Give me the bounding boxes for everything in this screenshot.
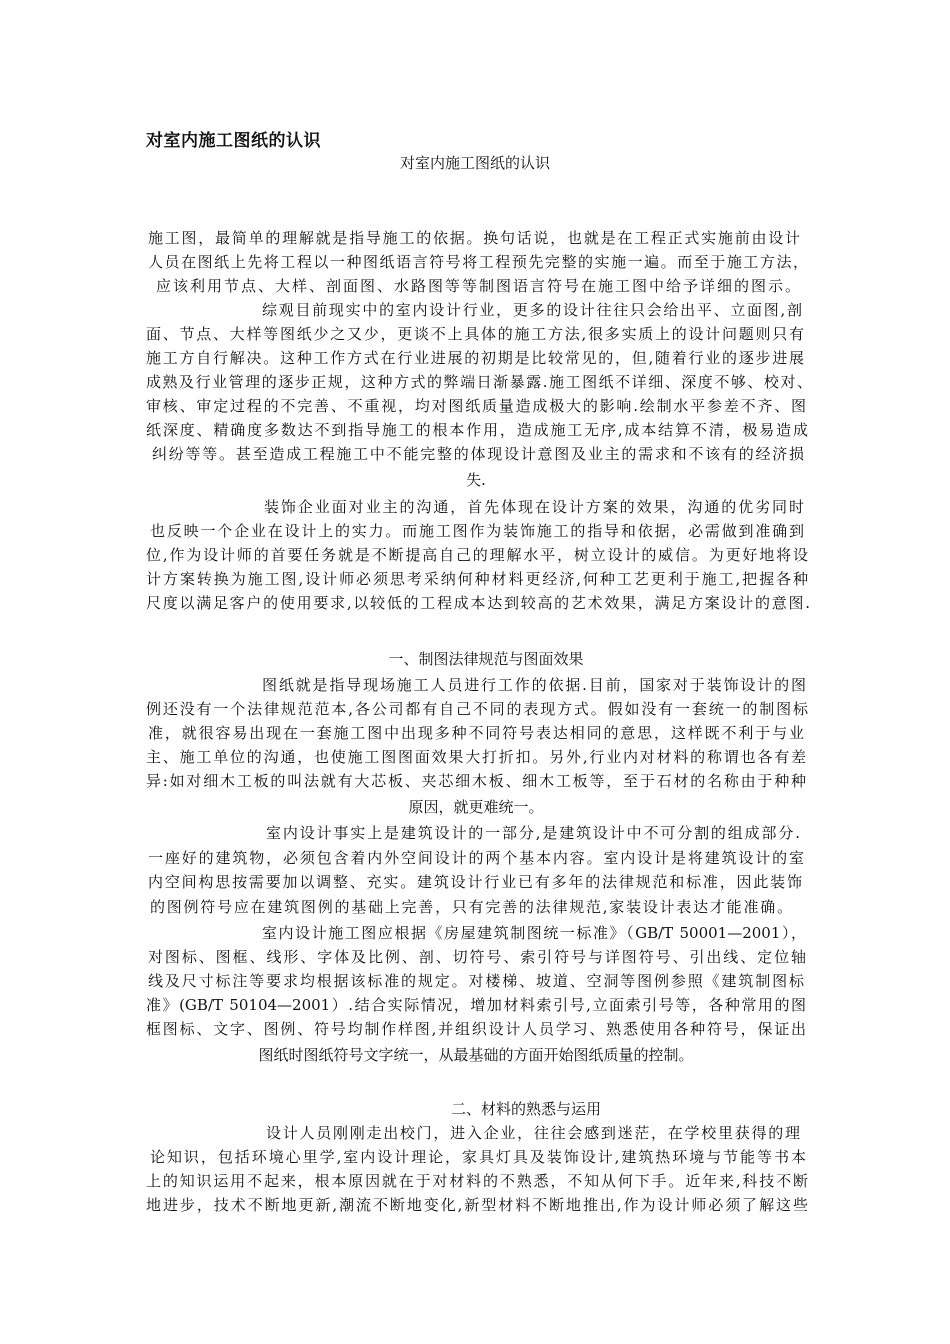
paragraph-line: 准，就很容易出现在一套施工图中出现多种不同符号表达相同的意思，这样既不利于与业 [148, 724, 804, 742]
document-title: 对室内施工图纸的认识 [146, 131, 321, 151]
paragraph-line: 对图标、图框、线形、字体及比例、剖、切符号、索引符号与详图符号、引出线、定位轴 [148, 948, 806, 966]
paragraph-line: 异:如对细木工板的叫法就有大芯板、夹芯细木板、细木工板等，至于石材的名称由于种种 [146, 772, 806, 790]
paragraph-line: 纠纷等等。甚至造成工程施工中不能完整的体现设计意图及业主的需求和不该有的经济损 [152, 445, 804, 463]
document-subtitle: 对室内施工图纸的认识 [399, 154, 550, 172]
paragraph-line: 成熟及行业管理的逐步正规，这种方式的弊端日渐暴露.施工图纸不详细、深度不够、校对、 [146, 373, 812, 391]
paragraph-line: 纸深度、精确度多数达不到指导施工的根本作用，造成施工无序,成本结算不清，极易造成 [146, 421, 808, 439]
paragraph-line: 设计人员刚刚走出校门，进入企业，往往会感到迷茫，在学校里获得的理 [266, 1124, 800, 1142]
paragraph-line: 室内设计施工图应根据《房屋建筑制图统一标准》（GB/T 50001—2001）， [262, 924, 806, 942]
paragraph-line: 内空间构思按需要加以调整、充实。建筑设计行业已有多年的法律规范和标准，因此装饰 [148, 873, 802, 891]
paragraph-line: 框图标、文字、图例、符号均制作样图,并组织设计人员学习、熟悉使用各种符号，保证出 [146, 1020, 806, 1038]
paragraph-line: 施工图，最简单的理解就是指导施工的依据。换句话说，也就是在工程正式实施前由设计 [148, 229, 800, 247]
paragraph-line: 失. [466, 471, 486, 489]
section-heading-2: 二、材料的熟悉与运用 [450, 1100, 601, 1118]
paragraph-line: 例还没有一个法律规范范本,各公司都有自己不同的表现方式。假如没有一套统一的制图标 [146, 700, 808, 718]
paragraph-line: 一座好的建筑物，必须包含着内外空间设计的两个基本内容。室内设计是将建筑设计的室 [148, 849, 804, 867]
paragraph-line: 的图例符号应在建筑图例的基础上完善，只有完善的法律规范,家装设计表达才能准确。 [150, 898, 792, 916]
section-heading-1: 一、制图法律规范与图面效果 [388, 650, 584, 668]
paragraph-line: 人员在图纸上先将工程以一种图纸语言符号将工程预先完整的实施一遍。而至于施工方法， [148, 253, 808, 271]
paragraph-line: 论知识，包括环境心里学,室内设计理论，家具灯具及装饰设计,建筑热环境与节能等书本 [150, 1148, 806, 1166]
paragraph-line: 审核、审定过程的不完善、不重视，均对图纸质量造成极大的影响.绘制水平参差不齐、图 [146, 397, 806, 415]
paragraph-line: 位,作为设计师的首要任务就是不断提高自己的理解水平，树立设计的威信。为更好地将设 [146, 546, 808, 564]
paragraph-line: 面、节点、大样等图纸少之又少，更谈不上具体的施工方法,很多实质上的设计问题则只有 [146, 325, 804, 343]
paragraph-line: 原因，就更难统一。 [408, 798, 544, 816]
paragraph-line: 应该利用节点、大样、剖面图、水路图等等制图语言符号在施工图中给予详细的图示。 [156, 277, 800, 295]
paragraph-line: 准》(GB/T 50104—2001）.结合实际情况，增加材料索引号,立面索引号等，各种常用的图 [146, 996, 806, 1014]
paragraph-line: 也反映一个企业在设计上的实力。而施工图作为装饰施工的指导和依据，必需做到准确到 [150, 522, 804, 540]
paragraph-line: 装饰企业面对业主的沟通，首先体现在设计方案的效果，沟通的优劣同时 [264, 498, 804, 516]
paragraph-line: 图纸时图纸符号文字统一，从最基础的方面开始图纸质量的控制。 [258, 1046, 694, 1064]
paragraph-line: 主、施工单位的沟通，也使施工图图面效果大打折扣。另外,行业内对材料的称谓也各有差 [146, 748, 806, 766]
paragraph-line: 综观目前现实中的室内设计行业，更多的设计往往只会给出平、立面图,剖 [262, 301, 802, 319]
paragraph-line: 地进步，技术不断地更新,潮流不断地变化,新型材料不断地推出,作为设计师必须了解这些 [146, 1196, 808, 1214]
paragraph-line: 线及尺寸标注等要求均根据该标准的规定。对楼梯、坡道、空洞等图例参照《建筑制图标 [148, 972, 804, 990]
paragraph-line: 图纸就是指导现场施工人员进行工作的依据.目前，国家对于装饰设计的图 [262, 676, 806, 694]
paragraph-line: 计方案转换为施工图,设计师必须思考采纳何种材料更经济,何种工艺更利于施工,把握各种 [146, 570, 808, 588]
paragraph-line: 尺度以满足客户的使用要求,以较低的工程成本达到较高的艺术效果，满足方案设计的意图. [146, 594, 810, 612]
paragraph-line: 施工方自行解决。这种工作方式在行业进展的初期是比较常见的，但,随着行业的逐步进展 [146, 349, 804, 367]
paragraph-line: 上的知识运用不起来，根本原因就在于对材料的不熟悉，不知从何下手。近年来,科技不断 [146, 1172, 808, 1190]
paragraph-line: 室内设计事实上是建筑设计的一部分,是建筑设计中不可分割的组成部分. [266, 824, 800, 842]
